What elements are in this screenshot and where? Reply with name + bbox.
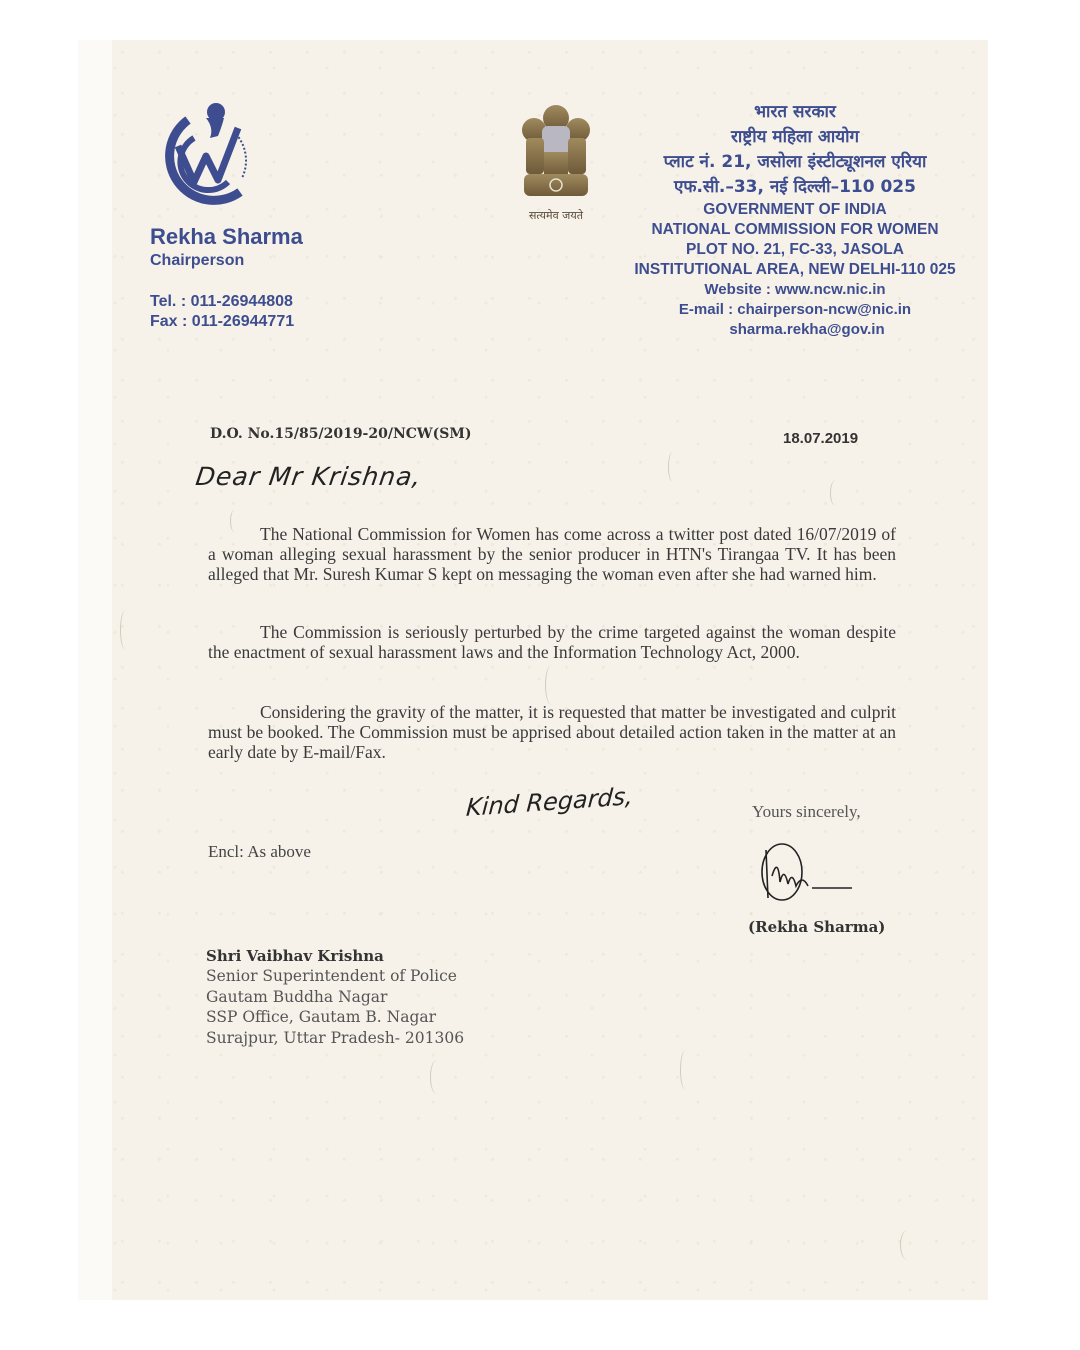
fax-number: Fax : 011-26944771 [150,313,295,330]
english-line-plot: PLOT NO. 21, FC-33, JASOLA [686,241,904,258]
signatory-name: (Rekha Sharma) [748,918,886,936]
english-line-government: GOVERNMENT OF INDIA [703,201,887,218]
paper-fiber [120,610,131,650]
national-emblem-icon [518,100,594,204]
email-primary: E-mail : chairperson-ncw@nic.in [678,301,912,318]
recipient-address [206,946,464,1048]
english-line-commission: NATIONAL COMMISSION FOR WOMEN [651,221,939,238]
letterhead-left [150,224,303,332]
enclosure-note: Encl: As above [208,842,311,861]
chairperson-name: Rekha Sharma [150,224,303,249]
hindi-line-plot: प्लाट नं. 21, जसोला इंस्टीट्यूशनल एरिया [663,152,927,172]
paper-fiber [545,665,558,705]
body-paragraph: The National Commission for Women has come across a twitter post dated 16/07/2019 of a woman alleging sexual harassment by the senior producer in HTN's Tirangaa TV. It has been alleged that Mr. Suresh Kumar S kept on messaging the woman even after she had warned him. [208,524,896,584]
email-secondary: sharma.rekha@gov.in [729,321,885,338]
telephone-number: Tel. : 011-26944808 [150,293,293,310]
recipient-district: Gautam Buddha Nagar [206,987,388,1006]
paper-fiber [830,480,841,506]
paper-fiber [668,452,677,482]
body-paragraph: The Commission is seriously perturbed by the crime targeted against the woman despite the enactment of sexual harassment laws and the Information Technology Act, 2000. [208,622,896,662]
body-paragraph: Considering the gravity of the matter, it is requested that matter be investigated and culprit must be booked. The Commission must be apprised about detailed action taken in the matter at an early date by E-mail/Fax. [208,702,896,762]
paper-fiber [680,1050,691,1090]
recipient-name: Shri Vaibhav Krishna [206,947,384,965]
handwritten-salutation: Dear Mr Krishna, [193,462,424,491]
paper-fiber [900,1230,915,1260]
recipient-city: Surajpur, Uttar Pradesh- 201306 [206,1028,465,1047]
recipient-office: SSP Office, Gautam B. Nagar [206,1008,437,1026]
letter-date: 18.07.2019 [783,430,859,447]
paper-edge [78,40,112,1300]
website: Website : www.ncw.nic.in [704,281,886,298]
chairperson-designation: Chairperson [150,252,245,269]
hindi-line-commission: राष्ट्रीय महिला आयोग [730,127,860,147]
ncw-logo-icon [148,98,254,210]
recipient-designation: Senior Superintendent of Police [206,967,457,985]
reference-number: D.O. No.15/85/2019-20/NCW(SM) [210,426,472,442]
emblem-motto: सत्यमेव जयते [528,209,583,222]
closing: Yours sincerely, [752,802,861,821]
english-line-area: INSTITUTIONAL AREA, NEW DELHI-110 025 [634,261,956,278]
signature-icon [756,836,866,906]
paper-fiber [430,1060,443,1094]
letterhead-right [610,100,980,340]
handwritten-closing: Kind Regards, [465,782,634,822]
hindi-line-city: एफ.सी.–33, नई दिल्ली–110 025 [674,177,916,197]
hindi-line-government: भारत सरकार [754,102,836,122]
